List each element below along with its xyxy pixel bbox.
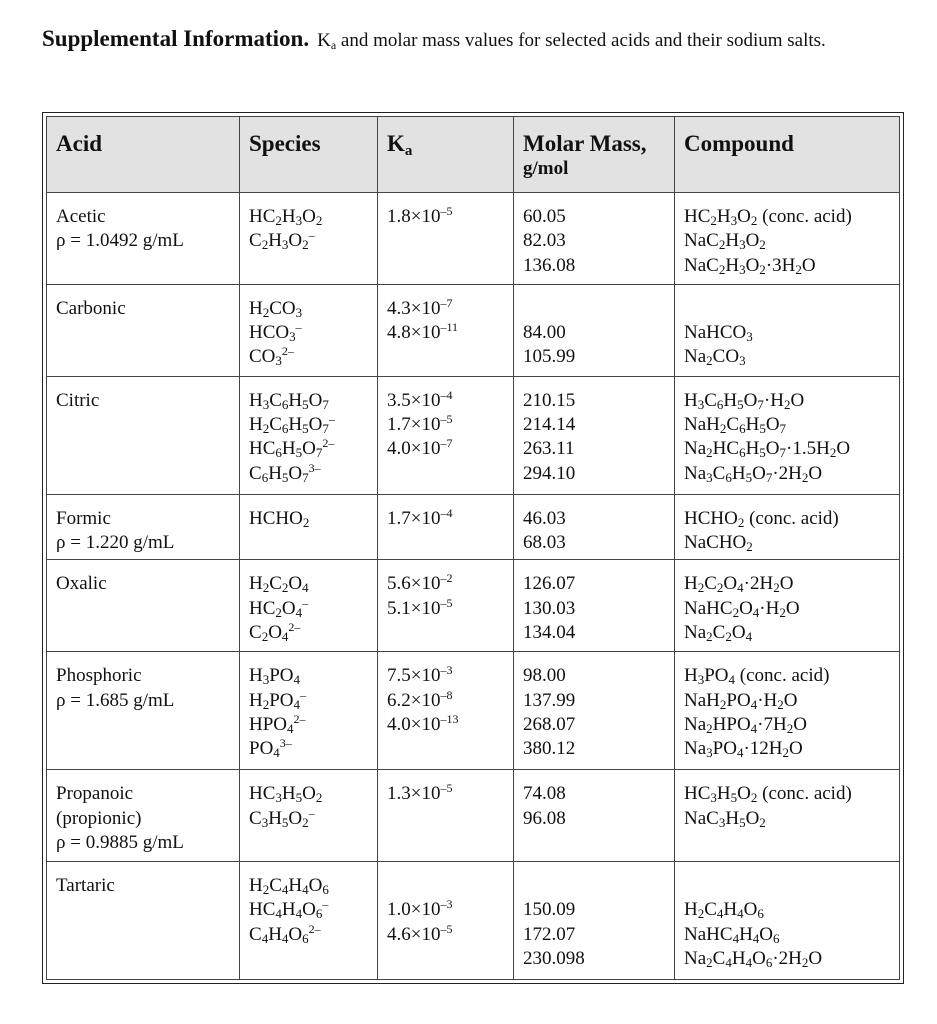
species-formula: $C_2H_3O_2^-$ (249, 228, 315, 253)
molar-mass-value: 263.11 (523, 438, 575, 460)
molar-mass-cell (514, 376, 675, 494)
ka-value (387, 664, 505, 688)
molar-mass-cell (514, 652, 675, 770)
ka-value (387, 413, 505, 437)
molar-mass-value: 98.00 (523, 665, 566, 687)
header-compound-label: Compound (684, 131, 794, 156)
ka-value (387, 597, 505, 621)
molar-mass-value: 268.07 (523, 713, 576, 735)
compound-formula: $Na_2HPO_4\cdot 7H_2O$ (684, 713, 807, 736)
acid-name-line: ρ = 1.0492 g/mL (56, 230, 184, 252)
species-formula: $HC_2H_3O_2$ (249, 206, 323, 228)
header-species-label: Species (249, 131, 321, 156)
ka-value (387, 437, 505, 461)
acid-name-line: Oxalic (56, 573, 107, 595)
acid-name-line: ρ = 1.685 g/mL (56, 689, 175, 711)
species-formula: $C_6H_5O_7^{3-}$ (249, 460, 321, 485)
spacer-line (684, 297, 891, 321)
species-formula: $H_3C_6H_5O_7$ (249, 389, 329, 412)
ka-exponent: –4 (440, 505, 453, 520)
table-row (47, 284, 900, 376)
ka-exponent: –7 (440, 436, 453, 451)
acid-cell (47, 284, 240, 376)
compound-formula: $Na_2HC_6H_5O_7\cdot 1.5H_2O$ (684, 438, 851, 461)
ka-mantissa: 4.3×10 (387, 297, 441, 319)
ka-value (387, 713, 505, 737)
ka-value (387, 389, 505, 413)
ka-exponent: –3 (440, 897, 453, 912)
species-formula: $CO_3^{2-}$ (249, 344, 294, 369)
ka-cell (378, 560, 514, 652)
acid-name-line: Formic (56, 507, 111, 529)
ka-mantissa: 1.0×10 (387, 899, 441, 921)
acid-name-line: ρ = 0.9885 g/mL (56, 831, 184, 853)
ka-value (387, 782, 505, 806)
acid-name-line: Acetic (56, 206, 106, 227)
acid-name-line: Carbonic (56, 297, 126, 319)
caption-k: K (317, 30, 331, 51)
molar-mass-value: 84.00 (523, 322, 566, 344)
header-acid-label: Acid (56, 131, 102, 156)
table-row (47, 560, 900, 652)
species-cell (240, 376, 378, 494)
ka-exponent: –5 (440, 595, 453, 610)
compound-formula: $NaHC_2O_4\cdot H_2O$ (684, 597, 800, 620)
ka-exponent: –13 (440, 711, 459, 726)
species-formula: $HCO_3^-$ (249, 320, 302, 345)
species-formula: $HC_3H_5O_2$ (249, 783, 323, 806)
species-formula: $H_2CO_3$ (249, 297, 303, 320)
molar-mass-cell (514, 862, 675, 980)
species-formula: $H_3PO_4$ (249, 665, 301, 688)
species-formula: $HC_4H_4O_6^-$ (249, 897, 329, 922)
ka-exponent: –5 (440, 781, 453, 796)
ka-mantissa: 4.6×10 (387, 923, 441, 945)
ka-mantissa: 5.1×10 (387, 597, 441, 619)
ka-exponent: –8 (440, 687, 453, 702)
ka-mantissa: 7.5×10 (387, 665, 441, 687)
species-cell (240, 494, 378, 560)
header-compound (675, 117, 900, 193)
compound-cell (675, 376, 900, 494)
ka-mantissa: 1.7×10 (387, 414, 441, 436)
species-cell (240, 652, 378, 770)
acid-cell (47, 862, 240, 980)
ka-exponent: –5 (440, 412, 453, 427)
molar-mass-value: 68.03 (523, 531, 566, 553)
molar-mass-value: 172.07 (523, 923, 576, 945)
header-molar-mass-units: g/mol (523, 158, 569, 179)
compound-formula: $Na_3C_6H_5O_7\cdot 2H_2O$ (684, 462, 823, 485)
acid-name-line: (propionic) (56, 807, 142, 829)
species-formula: $H_2C_2O_4$ (249, 573, 309, 596)
acid-name-line: Propanoic (56, 783, 134, 805)
acid-data-table (46, 116, 900, 980)
ka-exponent: –3 (440, 663, 453, 678)
ka-value (387, 923, 505, 947)
ka-value (387, 689, 505, 713)
ka-value (387, 898, 505, 922)
ka-mantissa: 1.3×10 (387, 783, 441, 805)
species-formula: $HC_6H_5O_7^{2-}$ (249, 436, 335, 461)
species-formula: $HPO_4^{2-}$ (249, 711, 306, 736)
acid-name-line: Citric (56, 389, 100, 411)
compound-formula: NaHCO$_3$ (684, 322, 753, 345)
header-acid (47, 117, 240, 193)
ka-exponent: –4 (440, 387, 453, 402)
molar-mass-value: 82.03 (523, 230, 566, 252)
acid-cell (47, 560, 240, 652)
ka-value (387, 572, 505, 596)
table-row (47, 652, 900, 770)
species-cell (240, 560, 378, 652)
ka-mantissa: 1.8×10 (387, 206, 441, 227)
acid-cell (47, 770, 240, 862)
species-cell (240, 284, 378, 376)
ka-mantissa: 4.0×10 (387, 438, 441, 460)
header-ka-label: K (387, 131, 405, 156)
species-formula: $HCHO_2$ (249, 507, 310, 530)
table-row (47, 376, 900, 494)
ka-cell (378, 770, 514, 862)
compound-formula: $H_3C_6H_5O_7\cdot H_2O$ (684, 389, 805, 412)
header-ka (378, 117, 514, 193)
caption-title: Supplemental Information. (42, 26, 310, 51)
compound-formula: $Na_3PO_4\cdot 12H_2O$ (684, 738, 803, 761)
species-formula: $HC_2O_4^-$ (249, 595, 309, 620)
compound-cell (675, 284, 900, 376)
acid-name-line: ρ = 1.220 g/mL (56, 531, 175, 553)
header-molar-mass-label: Molar Mass, (523, 131, 647, 156)
caption (42, 24, 902, 56)
compound-formula: $Na_2CO_3$ (684, 346, 746, 369)
molar-mass-cell (514, 770, 675, 862)
caption-text: and molar mass values for selected acids and their sodium salts. (336, 30, 826, 51)
species-formula: $C_3H_5O_2^-$ (249, 805, 315, 830)
header-ka-subscript: a (404, 143, 413, 159)
ka-exponent: –7 (440, 295, 453, 310)
molar-mass-value: 126.07 (523, 573, 576, 595)
molar-mass-value: 134.04 (523, 622, 576, 644)
molar-mass-value: 137.99 (523, 689, 576, 711)
ka-cell (378, 376, 514, 494)
molar-mass-cell (514, 284, 675, 376)
table-row (47, 862, 900, 980)
compound-formula: $NaH_2PO_4\cdot H_2O$ (684, 689, 798, 712)
ka-value (387, 507, 505, 531)
molar-mass-value: 74.08 (523, 783, 566, 805)
ka-mantissa: 3.5×10 (387, 389, 441, 411)
table-frame (42, 112, 904, 984)
species-formula: $PO_4^{3-}$ (249, 736, 292, 761)
compound-formula: $HC_3H_5O_2$ (conc. acid) (684, 783, 852, 806)
spacer-line (684, 874, 891, 898)
species-formula: $H_2C_6H_5O_7^-$ (249, 412, 335, 437)
species-cell (240, 770, 378, 862)
table-body (47, 193, 900, 980)
table-row (47, 494, 900, 560)
compound-formula: $H_3PO_4$ (conc. acid) (684, 665, 830, 688)
compound-formula: $NaC_2H_3O_2\cdot 3H_2O$ (684, 254, 816, 277)
acid-cell (47, 652, 240, 770)
molar-mass-value: 96.08 (523, 807, 566, 829)
molar-mass-value: 130.03 (523, 597, 576, 619)
molar-mass-value: 105.99 (523, 346, 576, 368)
ka-mantissa: 5.6×10 (387, 573, 441, 595)
acid-cell (47, 376, 240, 494)
compound-formula: $NaHC_4H_4O_6$ (684, 923, 780, 946)
acid-cell (47, 193, 240, 285)
acid-name-line: Tartaric (56, 875, 115, 897)
molar-mass-value: 380.12 (523, 738, 576, 760)
acid-name-line: Phosphoric (56, 665, 142, 687)
molar-mass-value: 60.05 (523, 206, 566, 227)
ka-cell (378, 862, 514, 980)
compound-formula: $HCHO_2$ (conc. acid) (684, 507, 839, 530)
compound-formula: $HC_2H_3O_2$ (conc. acid) (684, 206, 852, 228)
compound-formula: NaCHO$_2$ (684, 531, 753, 554)
species-formula: $H_2PO_4^-$ (249, 687, 307, 712)
molar-mass-value: 214.14 (523, 414, 576, 436)
ka-cell (378, 193, 514, 285)
ka-cell (378, 652, 514, 770)
caption-k-subscript: a (330, 38, 337, 52)
compound-cell (675, 652, 900, 770)
ka-value (387, 297, 505, 321)
ka-cell (378, 284, 514, 376)
species-cell (240, 193, 378, 285)
ka-exponent: –11 (440, 320, 459, 335)
molar-mass-value: 294.10 (523, 462, 576, 484)
compound-cell (675, 862, 900, 980)
molar-mass-value: 136.08 (523, 254, 576, 276)
compound-formula: $NaC_2H_3O_2$ (684, 230, 766, 253)
ka-exponent: –5 (440, 204, 453, 218)
header-molar-mass (514, 117, 675, 193)
ka-mantissa: 1.7×10 (387, 507, 441, 529)
ka-mantissa: 4.0×10 (387, 713, 441, 735)
ka-exponent: –2 (440, 571, 453, 586)
ka-value (387, 205, 505, 229)
species-formula: $C_2O_4^{2-}$ (249, 620, 301, 645)
ka-value (387, 321, 505, 345)
ka-exponent: –5 (440, 921, 453, 936)
molar-mass-value: 150.09 (523, 899, 576, 921)
spacer-line (523, 874, 666, 898)
molar-mass-cell (514, 560, 675, 652)
compound-formula: $Na_2C_4H_4O_6\cdot 2H_2O$ (684, 947, 823, 970)
compound-cell (675, 193, 900, 285)
acid-cell (47, 494, 240, 560)
compound-formula: $H_2C_4H_4O_6$ (684, 899, 764, 922)
species-formula: $H_2C_4H_4O_6$ (249, 875, 329, 898)
molar-mass-value: 46.03 (523, 507, 566, 529)
ka-cell (378, 494, 514, 560)
molar-mass-value: 210.15 (523, 389, 576, 411)
spacer-line (387, 874, 505, 898)
species-cell (240, 862, 378, 980)
header-row (47, 117, 900, 193)
header-species (240, 117, 378, 193)
table-row (47, 193, 900, 285)
compound-formula: $Na_2C_2O_4$ (684, 622, 753, 645)
ka-mantissa: 6.2×10 (387, 689, 441, 711)
ka-mantissa: 4.8×10 (387, 322, 441, 344)
species-formula: $C_4H_4O_6^{2-}$ (249, 921, 321, 946)
compound-cell (675, 560, 900, 652)
table-row (47, 770, 900, 862)
compound-formula: $NaH_2C_6H_5O_7$ (684, 414, 787, 437)
spacer-line (523, 297, 666, 321)
compound-cell (675, 770, 900, 862)
compound-formula: $NaC_3H_5O_2$ (684, 807, 766, 830)
compound-formula: $H_2C_2O_4\cdot 2H_2O$ (684, 573, 794, 596)
molar-mass-cell (514, 494, 675, 560)
molar-mass-cell (514, 193, 675, 285)
compound-cell (675, 494, 900, 560)
molar-mass-value: 230.098 (523, 947, 585, 969)
